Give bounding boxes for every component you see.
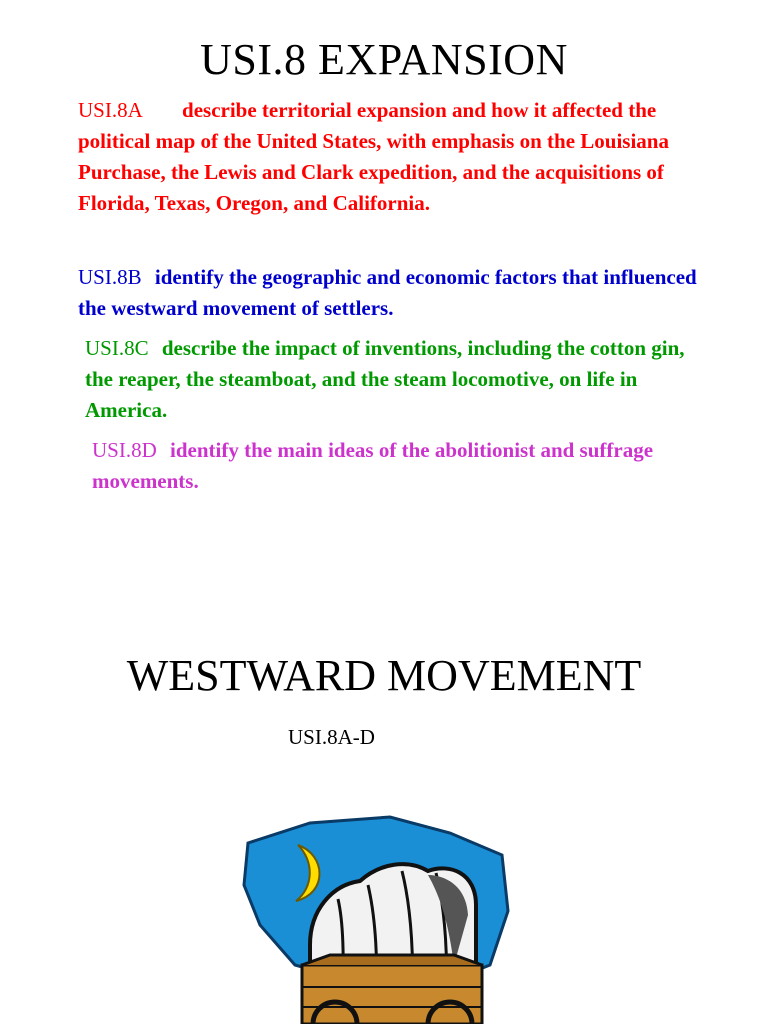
standard-code: USI.8D: [92, 438, 157, 462]
wagon-bed: [302, 955, 482, 1024]
standard-usi8d: [92, 435, 712, 497]
standard-code: USI.8B: [78, 265, 142, 289]
standard-code: USI.8C: [85, 336, 149, 360]
standard-usi8a: [78, 95, 678, 219]
standard-usi8c: [85, 333, 685, 426]
covered-wagon-clipart: [240, 815, 540, 1024]
slide-title: USI.8 EXPANSION: [200, 35, 568, 84]
standard-usi8b: [78, 262, 698, 324]
standard-code: USI.8A: [78, 98, 143, 122]
standard-text: identify the main ideas of the abolitionist and suffrage movements.: [92, 438, 654, 493]
standard-text: describe the impact of inventions, including the cotton gin, the reaper, the steamboat, and the steam locomotive, on life in America.: [85, 336, 685, 422]
standard-text: describe territorial expansion and how it affected the political map of the United States, with emphasis on the Louisiana Purchase, the Lewis and Clark expedition, and the acquisitions of Florida, Texas, Oregon, and California.: [78, 98, 669, 215]
standard-text: identify the geographic and economic factors that influenced the westward movement of settlers.: [78, 265, 697, 320]
section-subtitle: USI.8A-D: [288, 725, 375, 749]
section-title: WESTWARD MOVEMENT: [126, 651, 642, 700]
